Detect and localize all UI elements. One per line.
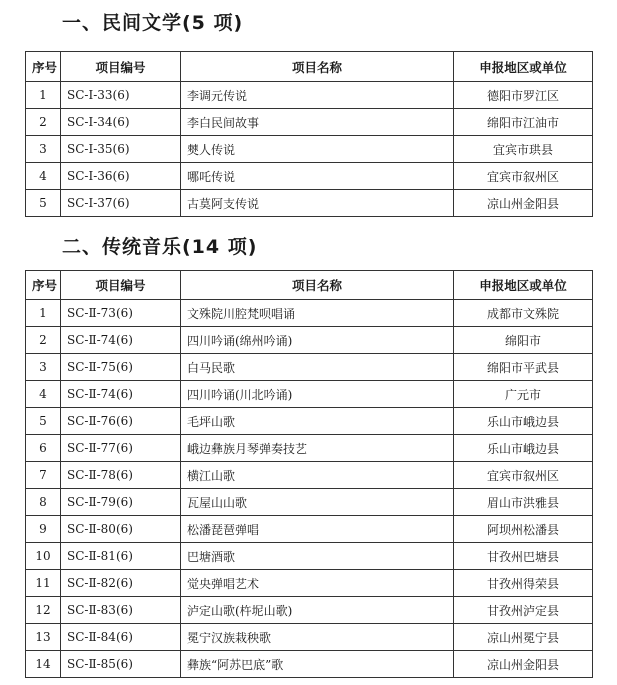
cell-region: 绵阳市江油市 <box>454 109 593 136</box>
cell-region: 绵阳市 <box>454 327 593 354</box>
cell-region: 乐山市峨边县 <box>454 408 593 435</box>
cell-region: 甘孜州得荣县 <box>454 570 593 597</box>
cell-region: 甘孜州泸定县 <box>454 597 593 624</box>
cell-index: 6 <box>26 435 61 462</box>
cell-code: SC-Ⅱ-78(6) <box>61 462 181 489</box>
table-row <box>26 300 593 327</box>
cell-region: 绵阳市平武县 <box>454 354 593 381</box>
cell-code: SC-Ⅱ-77(6) <box>61 435 181 462</box>
table-row <box>26 82 593 109</box>
cell-code: SC-Ⅰ-34(6) <box>61 109 181 136</box>
cell-region: 眉山市洪雅县 <box>454 489 593 516</box>
cell-code: SC-Ⅱ-82(6) <box>61 570 181 597</box>
header-region: 申报地区或单位 <box>454 52 593 82</box>
cell-index: 4 <box>26 163 61 190</box>
cell-name: 彝族“阿苏巴底”歌 <box>181 651 454 678</box>
header-index: 序号 <box>26 271 61 300</box>
cell-name: 白马民歌 <box>181 354 454 381</box>
cell-region: 宜宾市珙县 <box>454 136 593 163</box>
cell-region: 凉山州金阳县 <box>454 190 593 217</box>
cell-region: 凉山州金阳县 <box>454 651 593 678</box>
cell-name: 四川吟诵(绵州吟诵) <box>181 327 454 354</box>
cell-index: 9 <box>26 516 61 543</box>
cell-index: 10 <box>26 543 61 570</box>
cell-code: SC-Ⅰ-37(6) <box>61 190 181 217</box>
cell-index: 2 <box>26 327 61 354</box>
cell-name: 古莫阿支传说 <box>181 190 454 217</box>
cell-index: 3 <box>26 354 61 381</box>
table-row <box>26 462 593 489</box>
cell-name: 泸定山歌(杵坭山歌) <box>181 597 454 624</box>
cell-code: SC-Ⅰ-36(6) <box>61 163 181 190</box>
cell-region: 阿坝州松潘县 <box>454 516 593 543</box>
table-row <box>26 408 593 435</box>
cell-index: 1 <box>26 300 61 327</box>
table-row <box>26 109 593 136</box>
cell-index: 2 <box>26 109 61 136</box>
cell-index: 1 <box>26 82 61 109</box>
table-row <box>26 163 593 190</box>
cell-name: 巴塘酒歌 <box>181 543 454 570</box>
section-title-traditional-music: 二、传统音乐(14 项) <box>62 236 258 258</box>
header-name: 项目名称 <box>181 52 454 82</box>
cell-code: SC-Ⅱ-73(6) <box>61 300 181 327</box>
cell-name: 李白民间故事 <box>181 109 454 136</box>
cell-name: 文殊院川腔梵呗唱诵 <box>181 300 454 327</box>
cell-code: SC-Ⅱ-74(6) <box>61 381 181 408</box>
header-code: 项目编号 <box>61 52 181 82</box>
table-header-row <box>26 52 593 82</box>
cell-name: 哪吒传说 <box>181 163 454 190</box>
cell-code: SC-Ⅱ-74(6) <box>61 327 181 354</box>
cell-code: SC-Ⅱ-83(6) <box>61 597 181 624</box>
cell-name: 松潘琵琶弹唱 <box>181 516 454 543</box>
table-row <box>26 570 593 597</box>
table-row <box>26 381 593 408</box>
cell-region: 宜宾市叙州区 <box>454 163 593 190</box>
table-row <box>26 354 593 381</box>
cell-index: 5 <box>26 190 61 217</box>
cell-region: 广元市 <box>454 381 593 408</box>
cell-name: 峨边彝族月琴弹奏技艺 <box>181 435 454 462</box>
table-row <box>26 435 593 462</box>
cell-name: 瓦屋山山歌 <box>181 489 454 516</box>
cell-code: SC-Ⅱ-75(6) <box>61 354 181 381</box>
cell-code: SC-Ⅱ-84(6) <box>61 624 181 651</box>
cell-name: 毛坪山歌 <box>181 408 454 435</box>
cell-index: 14 <box>26 651 61 678</box>
cell-index: 8 <box>26 489 61 516</box>
table-row <box>26 136 593 163</box>
cell-index: 7 <box>26 462 61 489</box>
cell-code: SC-Ⅱ-79(6) <box>61 489 181 516</box>
header-name: 项目名称 <box>181 271 454 300</box>
cell-index: 13 <box>26 624 61 651</box>
cell-code: SC-Ⅰ-33(6) <box>61 82 181 109</box>
table-row <box>26 624 593 651</box>
table-row <box>26 651 593 678</box>
cell-name: 僰人传说 <box>181 136 454 163</box>
cell-name: 四川吟诵(川北吟诵) <box>181 381 454 408</box>
table-row <box>26 489 593 516</box>
section-title-folk-literature: 一、民间文学(5 项) <box>62 12 244 34</box>
traditional-music-table <box>25 270 593 678</box>
cell-index: 4 <box>26 381 61 408</box>
cell-region: 宜宾市叙州区 <box>454 462 593 489</box>
table-row <box>26 597 593 624</box>
cell-region: 甘孜州巴塘县 <box>454 543 593 570</box>
cell-name: 李调元传说 <box>181 82 454 109</box>
cell-code: SC-Ⅱ-76(6) <box>61 408 181 435</box>
table-row <box>26 516 593 543</box>
table-row <box>26 327 593 354</box>
table-row <box>26 543 593 570</box>
folk-literature-table <box>25 51 593 217</box>
cell-code: SC-Ⅰ-35(6) <box>61 136 181 163</box>
table-row <box>26 190 593 217</box>
cell-region: 成都市文殊院 <box>454 300 593 327</box>
cell-region: 凉山州冕宁县 <box>454 624 593 651</box>
cell-code: SC-Ⅱ-80(6) <box>61 516 181 543</box>
cell-region: 乐山市峨边县 <box>454 435 593 462</box>
header-region: 申报地区或单位 <box>454 271 593 300</box>
header-code: 项目编号 <box>61 271 181 300</box>
cell-code: SC-Ⅱ-81(6) <box>61 543 181 570</box>
header-index: 序号 <box>26 52 61 82</box>
cell-index: 11 <box>26 570 61 597</box>
cell-name: 横江山歌 <box>181 462 454 489</box>
cell-name: 觉央弹唱艺术 <box>181 570 454 597</box>
cell-index: 12 <box>26 597 61 624</box>
cell-code: SC-Ⅱ-85(6) <box>61 651 181 678</box>
cell-region: 德阳市罗江区 <box>454 82 593 109</box>
cell-name: 冕宁汉族栽秧歌 <box>181 624 454 651</box>
table-header-row <box>26 271 593 300</box>
cell-index: 3 <box>26 136 61 163</box>
cell-index: 5 <box>26 408 61 435</box>
